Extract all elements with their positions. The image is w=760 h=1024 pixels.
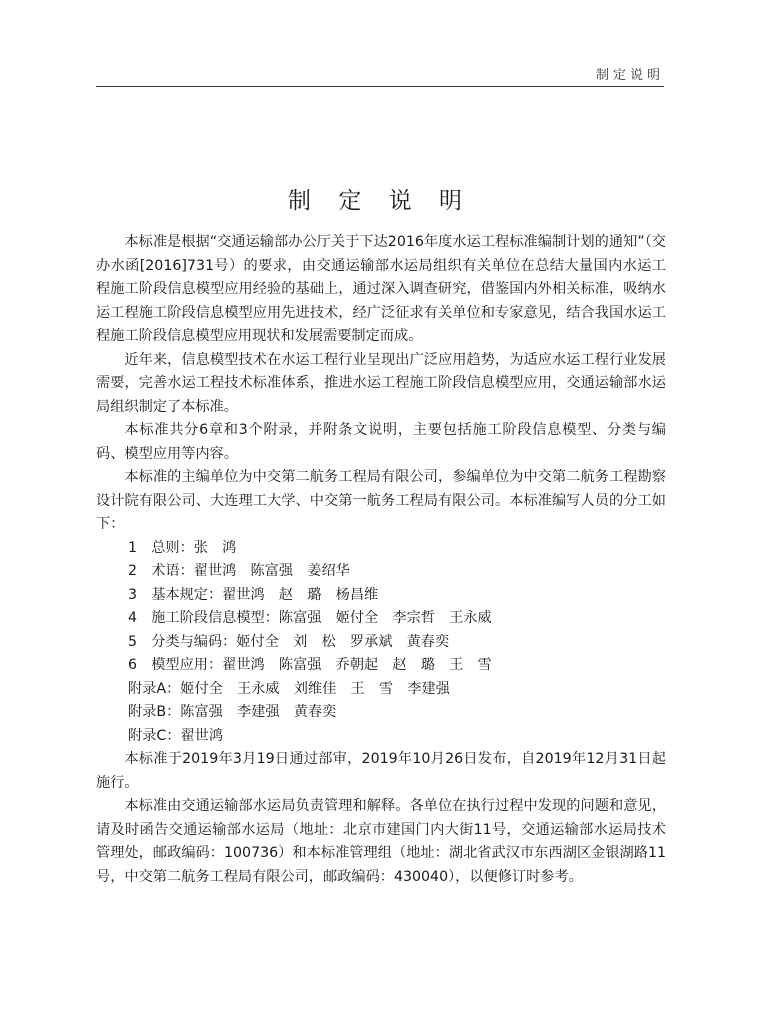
document-body [96,231,666,889]
assignment-item: 附录C：翟世鸿 [128,727,224,744]
assignment-list [96,537,666,749]
header-rule [96,86,664,87]
paragraph-units: 本标准的主编单位为中交第二航务工程局有限公司，参编单位为中交第二航务工程勘察设计院有限公司、大连理工大学、中交第一航务工程局有限公司。本标准编写人员的分工如下： [96,469,666,532]
page-title: 制 定 说 明 [288,188,472,214]
paragraph-contact: 本标准由交通运输部水运局负责管理和解释。各单位在执行过程中发现的问题和意见，请及时函告交通运输部水运局（地址：北京市建国门内大街11号，交通运输部水运局技术管理处，邮政编码：100736）和本标准管理组（地址：湖北省武汉市东西湖区金银湖路11号，中交第二航务工程局有限公司，邮政编码：430040），以便修订时参考。 [96,798,666,885]
paragraph-dates: 本标准于2019年3月19日通过部审，2019年10月26日发布，自2019年12月31日起施行。 [96,751,666,791]
assignment-item: 1 总则：张 鸿 [128,539,237,556]
paragraph-structure: 本标准共分6章和3个附录，并附条文说明，主要包括施工阶段信息模型、分类与编码、模型应用等内容。 [96,422,666,462]
paragraph-background: 近年来，信息模型技术在水运工程行业呈现出广泛应用趋势，为适应水运工程行业发展需要，完善水运工程技术标准体系，推进水运工程施工阶段信息模型应用，交通运输部水运局组织制定了本标准。 [96,351,666,415]
assignment-item: 附录B：陈富强 李建强 黄春奕 [128,704,337,720]
assignment-item: 3 基本规定：翟世鸿 赵 璐 杨昌维 [128,586,379,603]
assignment-item: 6 模型应用：翟世鸿 陈富强 乔朝起 赵 璐 王 雪 [128,657,492,673]
assignment-item: 2 术语：翟世鸿 陈富强 姜绍华 [128,563,350,579]
running-header: 制定说明 [595,68,664,83]
assignment-item: 4 施工阶段信息模型：陈富强 姬付全 李宗哲 王永威 [128,610,492,626]
paragraph-basis: 本标准是根据“交通运输部办公厅关于下达2016年度水运工程标准编制计划的通知”（交办水函[2016]731号）的要求，由交通运输部水运局组织有关单位在总结大量国内水运工程施工阶段信息模型应用经验的基础上，通过深入调查研究，借鉴国内外相关标准，吸纳水运工程施工阶段信息模型应用先进技术，经广泛征求有关单位和专家意见，结合我国水运工程施工阶段信息模型应用现状和发展需要制定而成。 [96,234,666,344]
assignment-item: 附录A：姬付全 王永威 刘维佳 王 雪 李建强 [128,680,450,697]
assignment-item: 5 分类与编码：姬付全 刘 松 罗承斌 黄春奕 [128,633,450,650]
